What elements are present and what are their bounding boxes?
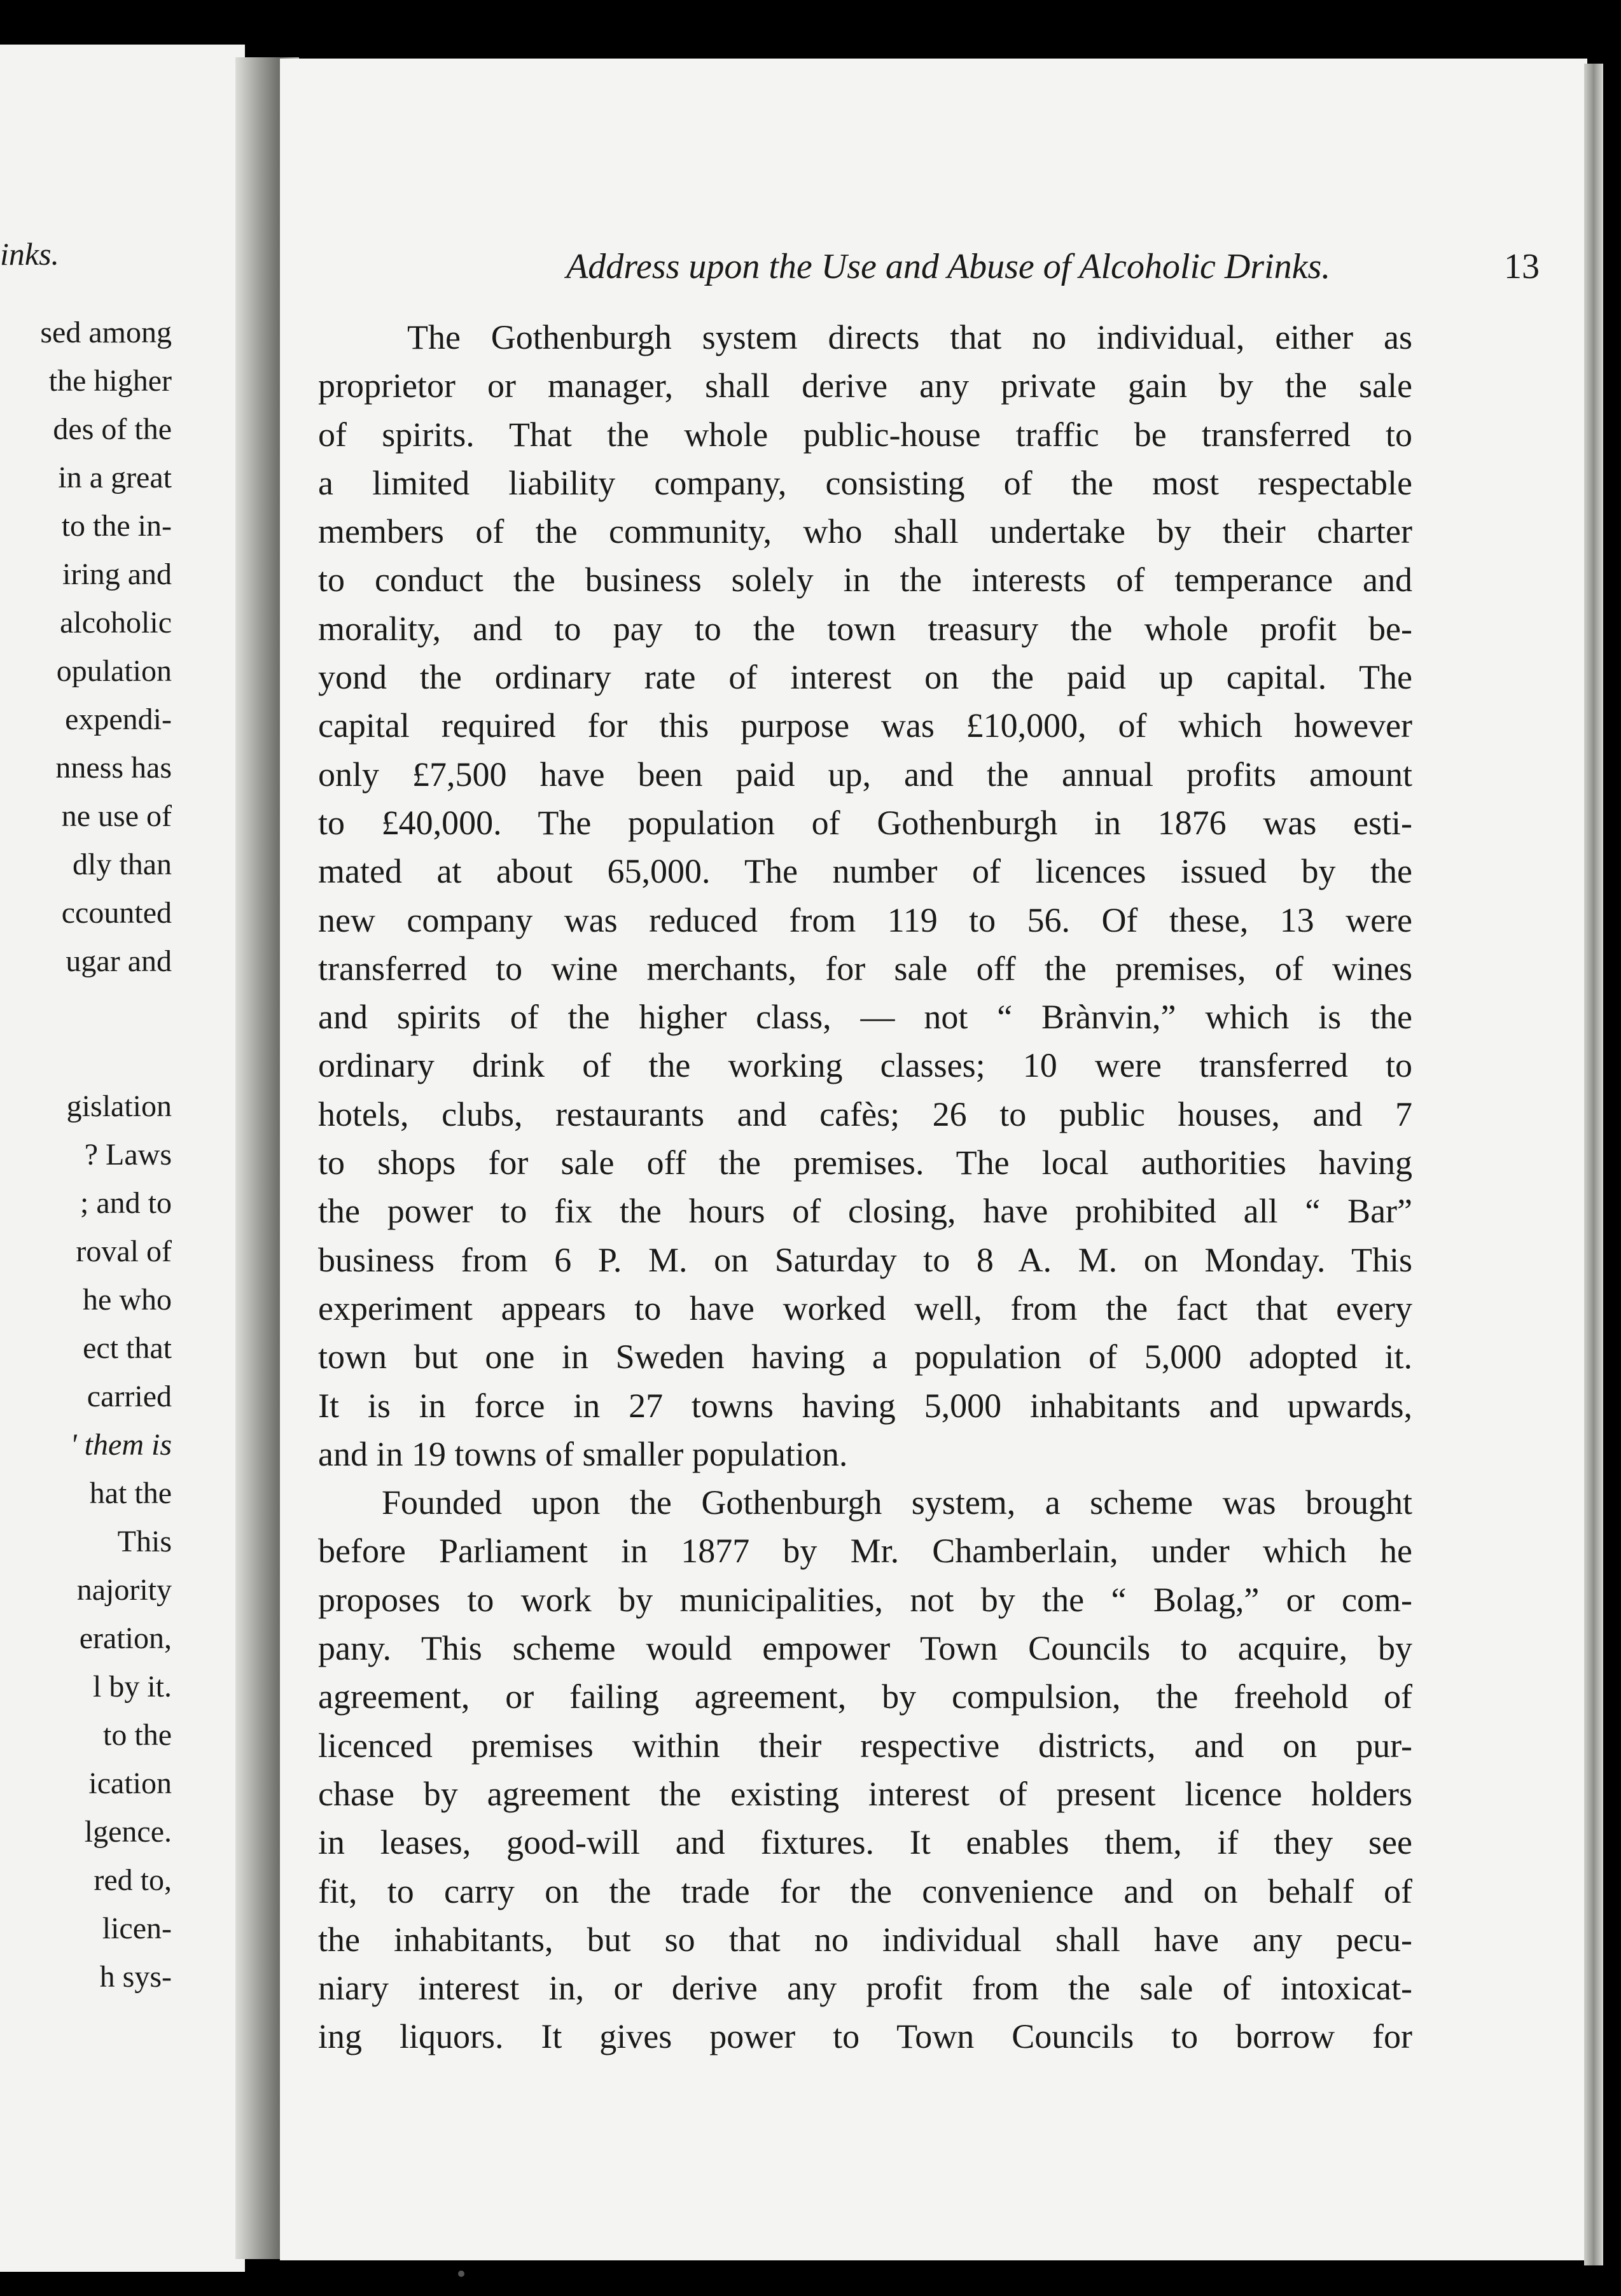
text-line: mated at about 65,000. The number of licences issued by the [318,852,1412,891]
left-line: carried [87,1380,172,1413]
text-line: fit, to carry on the trade for the convenience and on behalf of [318,1872,1412,1910]
left-running-head: inks. [0,236,60,272]
text-line: to £40,000. The population of Gothenburgh in 1876 was esti- [318,803,1412,842]
left-line: ugar and [66,944,172,978]
left-line: ' them is [70,1428,172,1462]
text-line: pany. This scheme would empower Town Councils to acquire, by [318,1629,1412,1668]
text-line: capital required for this purpose was £10,000, of which however [318,706,1412,745]
left-line: ccounted [61,896,172,930]
text-line: transferred to wine merchants, for sale off the premises, of wines [318,949,1412,988]
running-head-title: Address upon the Use and Abuse of Alcoholic Drinks. [566,247,1331,286]
left-line: to the [103,1718,172,1752]
left-line: ? Laws [84,1138,172,1172]
left-line: des of the [53,412,172,446]
left-line: he who [83,1283,172,1317]
left-line: the higher [48,364,172,398]
left-line: roval of [76,1235,172,1268]
text-line: and spirits of the higher class, — not “ Brànvin,” which is the [318,998,1412,1037]
left-line: sed among [40,316,172,349]
text-line: yond the ordinary rate of interest on the paid up capital. The [318,658,1412,697]
left-page-text [0,309,172,2001]
left-line: dly than [73,848,172,881]
text-line: experiment appears to have worked well, from the fact that every [318,1289,1412,1327]
text-line: Founded upon the Gothenburgh system, a scheme was brought [382,1483,1412,1522]
text-line: chase by agreement the existing interest of present licence holders [318,1774,1412,1813]
text-line: new company was reduced from 119 to 56. Of these, 13 were [318,900,1412,939]
left-line: ect that [83,1331,172,1365]
text-line: niary interest in, or derive any profit from the sale of intoxicat- [318,1969,1412,2008]
text-line: the inhabitants, but so that no individual shall have any pecu- [318,1920,1412,1959]
text-line: licenced premises within their respective districts, and on pur- [318,1726,1412,1765]
left-line: ication [88,1767,172,1800]
left-line: nness has [55,751,172,785]
left-line: ne use of [61,799,172,833]
text-line: to shops for sale off the premises. The local authorities having [318,1144,1412,1182]
text-line: morality, and to pay to the town treasury the whole profit be- [318,609,1412,648]
left-line: iring and [62,557,172,591]
text-line: The Gothenburgh system directs that no individual, either as [407,318,1412,356]
text-line: of spirits. That the whole public-house traffic be transferred to [318,415,1412,454]
left-line: to the in- [61,509,172,543]
text-line: proprietor or manager, shall derive any private gain by the sale [318,367,1412,405]
text-line: in leases, good-will and fixtures. It enables them, if they see [318,1823,1412,1862]
text-line: hotels, clubs, restaurants and cafès; 26 to public houses, and 7 [318,1095,1412,1133]
running-head [420,246,1540,287]
left-line: lgence. [84,1815,172,1849]
text-line: business from 6 P. M. on Saturday to 8 A. M. on Monday. This [318,1240,1412,1279]
text-line: and in 19 towns of smaller population. [318,1434,848,1473]
dust-speck [458,2271,464,2277]
left-line: hat the [89,1476,172,1510]
text-line: ing liquors. It gives power to Town Councils to borrow for [318,2017,1412,2056]
left-line: ; and to [80,1186,172,1220]
left-line: gislation [66,1089,172,1123]
left-line: red to, [94,1863,172,1897]
text-line: ordinary drink of the working classes; 10 were transferred to [318,1046,1412,1085]
left-line: expendi- [65,703,172,736]
left-line: licen- [102,1912,172,1945]
left-line: eration, [79,1621,172,1655]
text-line: proposes to work by municipalities, not by the “ Bolag,” or com- [318,1580,1412,1619]
text-line: a limited liability company, consisting of the most respectable [318,463,1412,502]
left-line: This [117,1525,172,1558]
left-line: l by it. [92,1670,172,1704]
left-line: najority [76,1573,172,1607]
left-line-gap [0,986,172,1082]
left-line: in a great [58,461,172,494]
page-edge [1584,64,1603,2265]
page-number: 13 [1504,247,1540,286]
text-line: agreement, or failing agreement, by compulsion, the freehold of [318,1677,1412,1716]
left-line: opulation [56,654,172,688]
left-line: alcoholic [60,606,172,640]
text-line: to conduct the business solely in the interests of temperance and [318,561,1412,599]
text-line: It is in force in 27 towns having 5,000 inhabitants and upwards, [318,1386,1412,1425]
body-text [318,313,1412,2061]
text-line: members of the community, who shall undertake by their charter [318,512,1412,551]
left-line: h sys- [99,1960,172,1994]
text-line: before Parliament in 1877 by Mr. Chamberlain, under which he [318,1532,1412,1571]
left-page [0,45,245,2272]
text-line: only £7,500 have been paid up, and the annual profits amount [318,755,1412,794]
text-line: town but one in Sweden having a population of 5,000 adopted it. [318,1338,1412,1376]
right-page [280,59,1587,2260]
text-line: the power to fix the hours of closing, have prohibited all “ Bar” [318,1192,1412,1231]
